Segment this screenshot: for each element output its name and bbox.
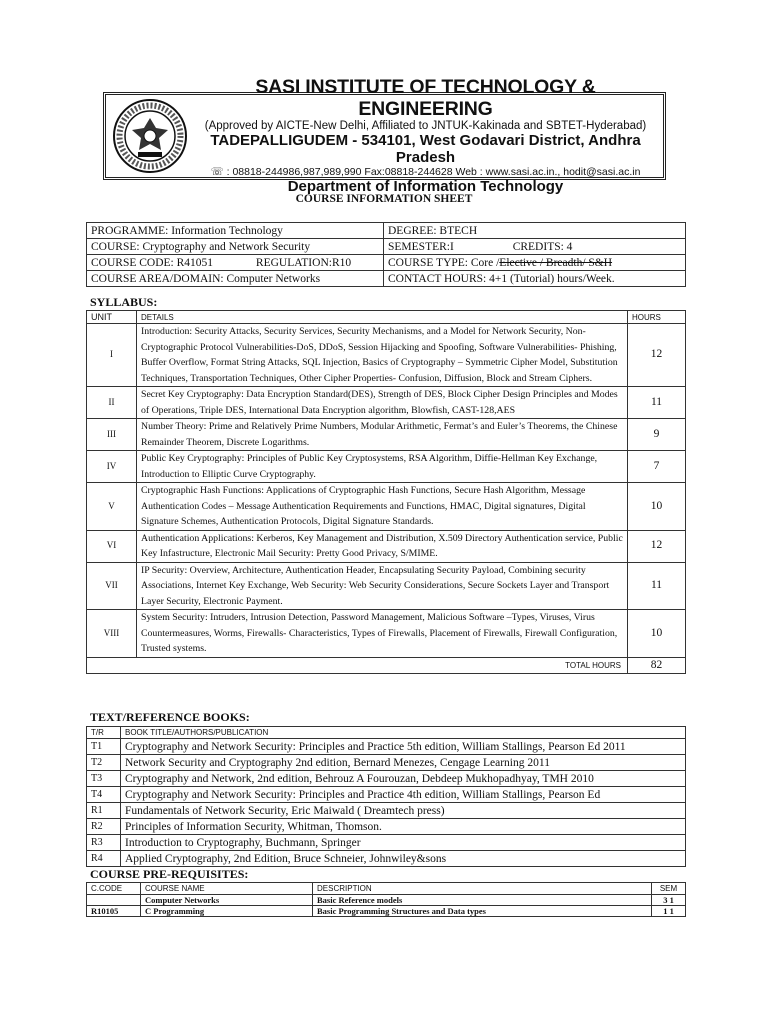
- prereq-table: [86, 882, 686, 917]
- column-header: HOURS: [628, 311, 686, 324]
- table-row: [87, 610, 686, 658]
- table-row: [87, 851, 686, 867]
- book-title-cell: Introduction to Cryptography, Buchmann, Springer: [121, 835, 686, 851]
- hours-cell: 10: [628, 483, 686, 531]
- book-id-cell: R1: [87, 803, 121, 819]
- table-row: [87, 530, 686, 562]
- description-cell: Basic Reference models: [313, 895, 652, 906]
- unit-cell: VI: [87, 530, 137, 562]
- institution-header: [103, 75, 666, 195]
- sem-cell: 1 1: [652, 906, 686, 917]
- book-title-cell: Fundamentals of Network Security, Eric Maiwald ( Dreamtech press): [121, 803, 686, 819]
- book-title-cell: Applied Cryptography, 2nd Edition, Bruce Schneier, Johnwiley&sons: [121, 851, 686, 867]
- unit-cell: IV: [87, 451, 137, 483]
- table-row: [87, 483, 686, 531]
- location-line: TADEPALLIGUDEM - 534101, West Godavari District, Andhra Pradesh: [210, 132, 641, 166]
- semester-credits-cell: [384, 239, 686, 255]
- book-id-cell: R4: [87, 851, 121, 867]
- column-header: BOOK TITLE/AUTHORS/PUBLICATION: [121, 727, 686, 739]
- institute-logo-icon: [112, 98, 188, 174]
- unit-cell: II: [87, 387, 137, 419]
- details-cell: Secret Key Cryptography: Data Encryption Standard(DES), Strength of DES, Block Cipher Design Principles and Modes of Operations, Triple DES, International Data Encryption algorithm, Blowfish, CAST-128,AES: [137, 387, 628, 419]
- page-title: COURSE INFORMATION SHEET: [295, 193, 473, 205]
- table-row: [87, 803, 686, 819]
- sem-cell: 3 1: [652, 895, 686, 906]
- total-value: 82: [628, 657, 686, 674]
- book-id-cell: T3: [87, 771, 121, 787]
- total-label: TOTAL HOURS: [87, 657, 628, 674]
- column-header: UNIT: [87, 311, 137, 324]
- description-cell: Basic Programming Structures and Data types: [313, 906, 652, 917]
- course-info-table: [86, 222, 686, 287]
- hours-cell: 7: [628, 451, 686, 483]
- code-regulation-cell: [87, 255, 384, 271]
- column-header: T/R: [87, 727, 121, 739]
- table-row: [87, 835, 686, 851]
- book-title-cell: Cryptography and Network Security: Principles and Practice 5th edition, William Stallings, Pearson Ed 2011: [121, 739, 686, 755]
- table-header-row: [87, 311, 686, 324]
- table-row: [87, 223, 686, 239]
- table-row: [87, 739, 686, 755]
- table-header-row: [87, 727, 686, 739]
- table-row: [87, 906, 686, 917]
- details-cell: Public Key Cryptography: Principles of Public Key Cryptosystems, RSA Algorithm, Diffie-Hellman Key Exchange, Introduction to Elliptic Curve Cryptography.: [137, 451, 628, 483]
- syllabus-table: [86, 310, 686, 674]
- column-header: COURSE NAME: [141, 883, 313, 895]
- table-header-row: [87, 883, 686, 895]
- details-cell: Cryptographic Hash Functions: Applications of Cryptographic Hash Functions, Secure Hash Algorithm, Message Authentication Codes – Message Authentication Requirements and Functions, HMAC, Digital signatures, Digital Signature Schemes, Authentication Protocols, Digital Signature Standards.: [137, 483, 628, 531]
- book-title-cell: Principles of Information Security, Whitman, Thomson.: [121, 819, 686, 835]
- table-row: [87, 895, 686, 906]
- course-type-value: COURSE TYPE: Core /: [388, 256, 500, 269]
- details-cell: System Security: Intruders, Intrusion Detection, Password Management, Malicious Software –Types, Viruses, Virus Countermeasures, Worms, Firewalls- Characteristics, Types of Firewalls, Placement of Firewalls, Firewall Configuration, Trusted systems.: [137, 610, 628, 658]
- institute-name: SASI INSTITUTE OF TECHNOLOGY & ENGINEERING: [255, 75, 596, 120]
- details-cell: Number Theory: Prime and Relatively Prime Numbers, Modular Arithmetic, Fermat’s and Euler’s Theorems, the Chinese Remainder Theorem, Discrete Logarithms.: [137, 419, 628, 451]
- book-id-cell: T2: [87, 755, 121, 771]
- table-row: [87, 419, 686, 451]
- regulation-value: REGULATION:R10: [255, 256, 352, 269]
- unit-cell: V: [87, 483, 137, 531]
- column-header: C.CODE: [87, 883, 141, 895]
- hours-cell: 12: [628, 324, 686, 387]
- column-header: SEM: [652, 883, 686, 895]
- table-row: [87, 562, 686, 610]
- table-row: [87, 755, 686, 771]
- area-cell: COURSE AREA/DOMAIN: Computer Networks: [87, 271, 384, 287]
- unit-cell: VII: [87, 562, 137, 610]
- table-row: [87, 239, 686, 255]
- column-header: DESCRIPTION: [313, 883, 652, 895]
- total-row: [87, 657, 686, 674]
- books-heading: TEXT/REFERENCE BOOKS:: [90, 710, 250, 724]
- hours-cell: 10: [628, 610, 686, 658]
- approval-line: (Approved by AICTE-New Delhi, Affiliated to JNTUK-Kakinada and SBTET-Hyderabad): [204, 120, 647, 133]
- details-cell: Introduction: Security Attacks, Security Services, Security Mechanisms, and a Model for Network Security, Non-Cryptographic Protocol Vulnerabilities-DoS, DDoS, Session Hijacking and Spoofing, Software Vulnerabilities- Phishing, Buffer Overflow, Format String Attacks, SQL Injection, Basics of Cryptography – Symmetric Cipher Model, Substitution Techniques, Transportation Techniques, Other Cipher Properties- Confusion, Diffusion, Block and Stream Ciphers.: [137, 324, 628, 387]
- hours-cell: 11: [628, 387, 686, 419]
- unit-cell: VIII: [87, 610, 137, 658]
- table-row: [87, 819, 686, 835]
- department-name: Department of Information Technology: [287, 177, 564, 195]
- table-row: [87, 451, 686, 483]
- book-title-cell: Cryptography and Network, 2nd edition, Behrouz A Fourouzan, Debdeep Mukhopadhyay, TMH 2010: [121, 771, 686, 787]
- contact-hours-cell: CONTACT HOURS: 4+1 (Tutorial) hours/Week.: [384, 271, 686, 287]
- course-type-cell: [384, 255, 686, 271]
- book-title-cell: Network Security and Cryptography 2nd edition, Bernard Menezes, Cengage Learning 2011: [121, 755, 686, 771]
- details-cell: Authentication Applications: Kerberos, Key Management and Distribution, X.509 Directory Authentication service, Public Key Infastructure, Electronic Mail Security: Pretty Good Privacy, S/MIME.: [137, 530, 628, 562]
- course-cell: COURSE: Cryptography and Network Security: [87, 239, 384, 255]
- book-id-cell: T1: [87, 739, 121, 755]
- table-row: [87, 255, 686, 271]
- course-name-cell: C Programming: [141, 906, 313, 917]
- hours-cell: 11: [628, 562, 686, 610]
- contact-line: ☏ : 08818-244986,987,989,990 Fax:08818-244628 Web : www.sasi.ac.in., hodit@sasi.ac.in: [210, 165, 641, 178]
- hours-cell: 9: [628, 419, 686, 451]
- course-code-value: COURSE CODE: R41051: [91, 256, 214, 269]
- book-id-cell: R3: [87, 835, 121, 851]
- column-header: DETAILS: [137, 311, 628, 324]
- degree-cell: DEGREE: BTECH: [384, 223, 686, 239]
- course-code-cell: R10105: [87, 906, 141, 917]
- course-name-cell: Computer Networks: [141, 895, 313, 906]
- book-title-cell: Cryptography and Network Security: Principles and Practice 4th edition, William Stallings, Pearson Ed: [121, 787, 686, 803]
- book-id-cell: T4: [87, 787, 121, 803]
- unit-cell: III: [87, 419, 137, 451]
- unit-cell: I: [87, 324, 137, 387]
- table-row: [87, 271, 686, 287]
- books-table: [86, 726, 686, 867]
- syllabus-heading: SYLLABUS:: [90, 295, 158, 309]
- table-row: [87, 324, 686, 387]
- table-row: [87, 387, 686, 419]
- details-cell: IP Security: Overview, Architecture, Authentication Header, Encapsulating Security Payload, Combining security Associations, Internet Key Exchange, Web Security: Web Security Considerations, Secure Sockets Layer and Transport Layer Security, Electronic Payment.: [137, 562, 628, 610]
- course-code-cell: [87, 895, 141, 906]
- hours-cell: 12: [628, 530, 686, 562]
- semester-value: SEMESTER:I: [388, 240, 454, 253]
- prereq-heading: COURSE PRE-REQUISITES:: [90, 867, 249, 881]
- credits-value: CREDITS: 4: [512, 240, 573, 253]
- table-row: [87, 771, 686, 787]
- programme-cell: PROGRAMME: Information Technology: [87, 223, 384, 239]
- book-id-cell: R2: [87, 819, 121, 835]
- table-row: [87, 787, 686, 803]
- course-type-struck: Elective / Breadth/ S&H: [499, 256, 613, 269]
